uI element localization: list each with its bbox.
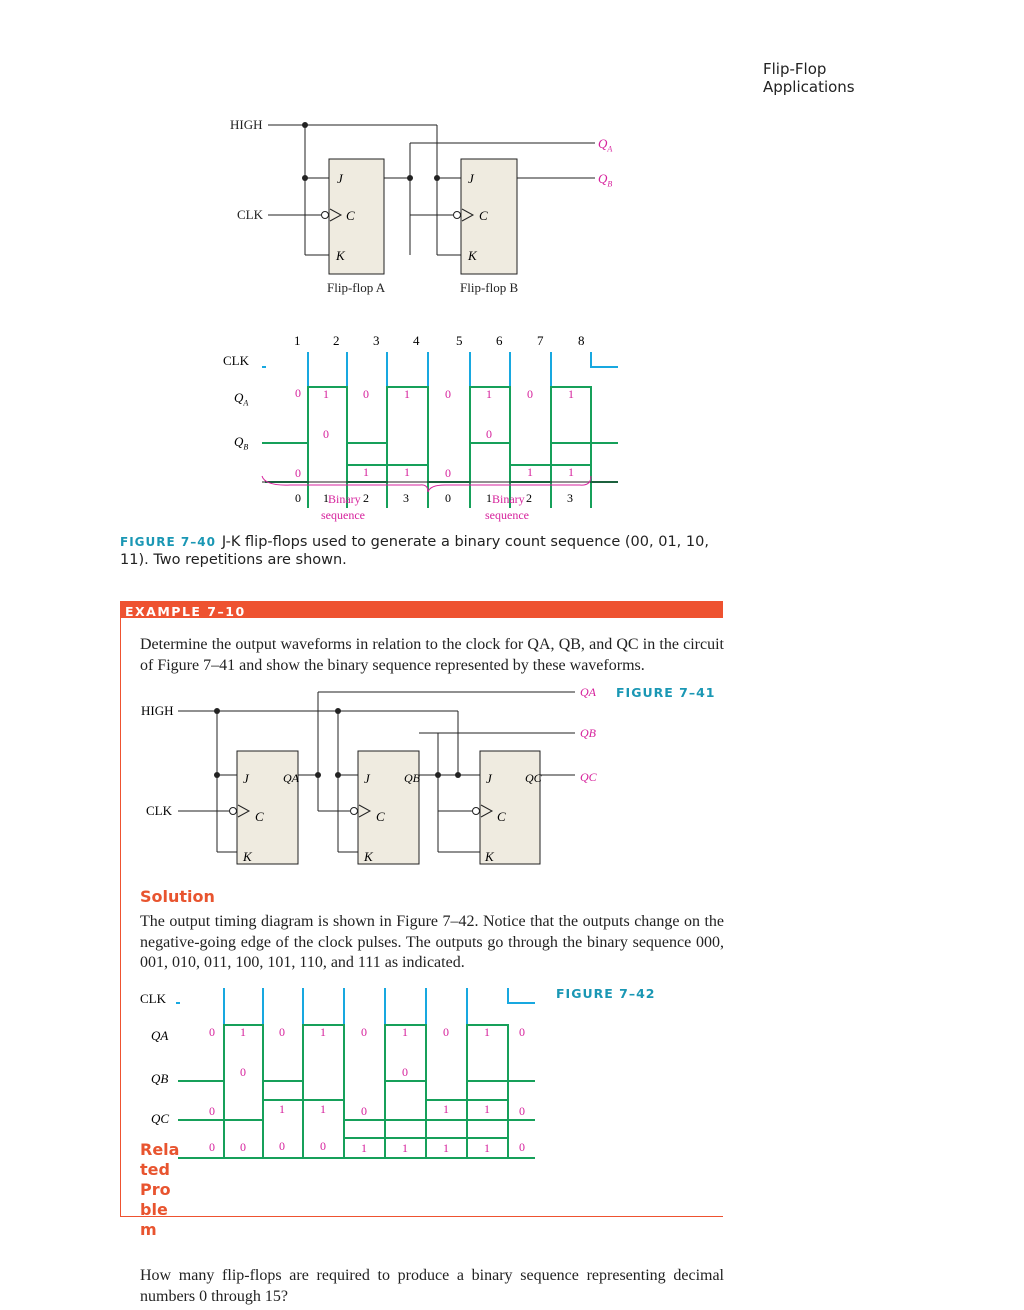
qb-value: 1 bbox=[527, 465, 533, 479]
fig42-qa-value: 0 bbox=[519, 1025, 525, 1039]
binary-label-2: Binary bbox=[492, 492, 525, 506]
fig42-qc-label: QC bbox=[151, 1111, 170, 1126]
pulse-number-4: 4 bbox=[413, 333, 420, 348]
fig42-bottom-value: 1 bbox=[402, 1141, 408, 1155]
figure-7-40-label: FIGURE 7–40 bbox=[120, 535, 216, 549]
timing-qb-label: $Q_B$ bbox=[234, 434, 249, 452]
timing-clk-label: CLK bbox=[223, 353, 249, 368]
fig42-qb-value: 0 bbox=[402, 1065, 408, 1079]
fig41-ff3-c: C bbox=[497, 809, 506, 824]
fig41-high-label: HIGH bbox=[141, 703, 174, 718]
fig42-bottom-value: 1 bbox=[361, 1141, 367, 1155]
fig42-qa-value: 1 bbox=[484, 1025, 490, 1039]
fig42-qc-value: 0 bbox=[519, 1104, 525, 1118]
qb-value: 0 bbox=[486, 427, 492, 441]
related-problem-title: Related Problem bbox=[140, 1140, 180, 1239]
fig42-qa-value: 0 bbox=[279, 1025, 285, 1039]
fig41-ff1-q: QA bbox=[283, 771, 299, 785]
fig42-bottom-value: 0 bbox=[279, 1139, 285, 1153]
fig42-qb-value: 0 bbox=[240, 1065, 246, 1079]
fig42-qc-value: 1 bbox=[279, 1102, 285, 1116]
ff-a-label: Flip-flop A bbox=[327, 280, 386, 295]
pulse-number-3: 3 bbox=[373, 333, 380, 348]
header-line-1: Flip-Flop bbox=[763, 60, 827, 78]
fig42-qc-value: 0 bbox=[209, 1104, 215, 1118]
figure-7-42-label: FIGURE 7–42 bbox=[556, 986, 656, 1001]
binary-label-1: Binary bbox=[328, 492, 361, 506]
high-label: HIGH bbox=[230, 117, 263, 132]
qb-value: 1 bbox=[404, 465, 410, 479]
pulse-number-8: 8 bbox=[578, 333, 585, 348]
qa-value: 0 bbox=[445, 387, 451, 401]
fig41-qb-output: QB bbox=[580, 726, 596, 740]
decimal-value: 0 bbox=[295, 491, 301, 505]
qa-value: 1 bbox=[323, 387, 329, 401]
solution-title: Solution bbox=[140, 887, 215, 906]
fig42-bottom-value: 0 bbox=[320, 1139, 326, 1153]
qb-value: 0 bbox=[323, 427, 329, 441]
fig41-clk-label: CLK bbox=[146, 803, 172, 818]
fig42-qc-value: 1 bbox=[443, 1102, 449, 1116]
fig42-qb-label: QB bbox=[151, 1071, 169, 1086]
decimal-value: 1 bbox=[486, 491, 492, 505]
fig42-bottom-value: 0 bbox=[240, 1140, 246, 1154]
qa-value: 1 bbox=[568, 387, 574, 401]
pulse-number-6: 6 bbox=[496, 333, 503, 348]
ff-a-j: J bbox=[337, 171, 343, 186]
qa-value: 1 bbox=[404, 387, 410, 401]
ff-b-j: J bbox=[468, 171, 474, 186]
related-problem-text: How many flip-flops are required to produce a binary sequence representing decimal numbers 0 through 15? bbox=[140, 1267, 724, 1305]
fig41-ff1-k: K bbox=[243, 849, 252, 864]
qa-value: 1 bbox=[486, 387, 492, 401]
fig42-qa-value: 0 bbox=[209, 1025, 215, 1039]
fig42-qc-value: 1 bbox=[320, 1102, 326, 1116]
pulse-number-2: 2 bbox=[333, 333, 340, 348]
example-title: EXAMPLE 7–10 bbox=[125, 604, 246, 619]
decimal-value: 3 bbox=[567, 491, 573, 505]
qb-value: 0 bbox=[295, 466, 301, 480]
fig42-qa-value: 0 bbox=[361, 1025, 367, 1039]
fig42-bottom-value: 1 bbox=[443, 1141, 449, 1155]
fig42-qa-value: 1 bbox=[402, 1025, 408, 1039]
ff-b-label: Flip-flop B bbox=[460, 280, 519, 295]
qa-value: 0 bbox=[363, 387, 369, 401]
fig42-qa-label: QA bbox=[151, 1028, 169, 1043]
fig41-ff3-j: J bbox=[486, 771, 492, 786]
fig42-bottom-value: 0 bbox=[209, 1140, 215, 1154]
decimal-value: 0 bbox=[445, 491, 451, 505]
clk-label: CLK bbox=[237, 207, 263, 222]
fig42-qa-value: 1 bbox=[320, 1025, 326, 1039]
ff-b-c: C bbox=[479, 208, 488, 223]
fig41-ff2-c: C bbox=[376, 809, 385, 824]
figure-7-40-caption-text: J-K flip-flops used to generate a binary count sequence (00, 01, 10, 11). Two repetitions are shown. bbox=[120, 534, 709, 568]
example-question: Determine the output waveforms in relation to the clock for QA, QB, and QC in the circuit of Figure 7–41 and show the binary sequence represented by these waveforms. bbox=[140, 636, 724, 674]
fig41-ff2-q: QB bbox=[404, 771, 420, 785]
header-line-2: Applications bbox=[763, 78, 855, 96]
pulse-number-7: 7 bbox=[537, 333, 544, 348]
figure-7-41-label: FIGURE 7–41 bbox=[616, 685, 716, 700]
sequence-label-2: sequence bbox=[485, 508, 529, 522]
fig42-bottom-value: 1 bbox=[484, 1141, 490, 1155]
qb-value: 1 bbox=[363, 465, 369, 479]
timing-qa-label: $Q_A$ bbox=[234, 390, 249, 408]
ff-a-k: K bbox=[336, 248, 345, 263]
fig42-qa-value: 1 bbox=[240, 1025, 246, 1039]
fig41-qa-output: QA bbox=[580, 685, 596, 699]
fig42-clk-label: CLK bbox=[140, 991, 166, 1006]
sequence-label-1: sequence bbox=[321, 508, 365, 522]
solution-text: The output timing diagram is shown in Figure 7–42. Notice that the outputs change on the negative-going edge of the clock pulses. The outputs go through the binary sequence 000, 001, 010, 011, 100, 101, 110, and 111 as indicated. bbox=[140, 913, 724, 971]
pulse-number-1: 1 bbox=[294, 333, 301, 348]
fig41-ff1-j: J bbox=[243, 771, 249, 786]
fig42-qa-value: 0 bbox=[443, 1025, 449, 1039]
decimal-value: 1 bbox=[323, 491, 329, 505]
fig41-qc-output: QC bbox=[580, 770, 597, 784]
ff-a-c: C bbox=[346, 208, 355, 223]
qb-value: 0 bbox=[445, 466, 451, 480]
qb-value: 1 bbox=[568, 465, 574, 479]
fig41-ff1-c: C bbox=[255, 809, 264, 824]
fig42-qc-value: 0 bbox=[361, 1104, 367, 1118]
fig41-ff3-q: QC bbox=[525, 771, 542, 785]
fig42-qc-value: 1 bbox=[484, 1102, 490, 1116]
decimal-value: 2 bbox=[363, 491, 369, 505]
pulse-number-5: 5 bbox=[456, 333, 463, 348]
qa-value: 0 bbox=[295, 386, 301, 400]
qb-output-label: $Q_B$ bbox=[598, 171, 613, 189]
qa-output-label: $Q_A$ bbox=[598, 136, 613, 154]
decimal-value: 2 bbox=[526, 491, 532, 505]
fig41-ff2-k: K bbox=[364, 849, 373, 864]
qa-value: 0 bbox=[527, 387, 533, 401]
fig41-ff2-j: J bbox=[364, 771, 370, 786]
fig41-ff3-k: K bbox=[485, 849, 494, 864]
decimal-value: 3 bbox=[403, 491, 409, 505]
ff-b-k: K bbox=[468, 248, 477, 263]
fig42-bottom-value: 0 bbox=[519, 1140, 525, 1154]
